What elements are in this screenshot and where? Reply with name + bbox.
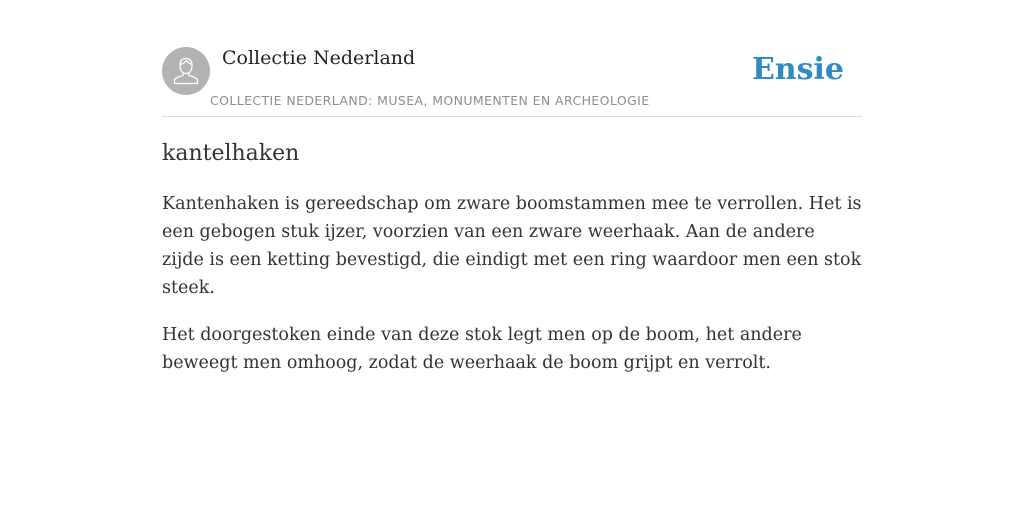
entry-paragraph: Kantenhaken is gereedschap om zware boomstammen mee te verrollen. Het is een gebogen stuk ijzer, voorzien van een zware weerhaak. Aan de andere zijde is een ketting bevestigd, die eindigt met een ring waardoor men een stok steek. <box>162 194 862 298</box>
page-title: kantelhaken <box>162 141 300 166</box>
entry-paragraph: Het doorgestoken einde van deze stok legt men op de boom, het andere beweegt men omhoog, zodat de weerhaak de boom grijpt en verrolt. <box>162 325 802 373</box>
author-name[interactable]: Collectie Nederland <box>222 47 416 69</box>
user-icon <box>162 47 210 95</box>
ensie-logo[interactable]: Ensie <box>751 52 844 87</box>
author-subtitle: COLLECTIE NEDERLAND: MUSEA, MONUMENTEN EN ARCHEOLOGIE <box>210 93 650 108</box>
entry-content <box>162 138 862 377</box>
entry-header <box>162 46 862 117</box>
avatar[interactable] <box>162 47 210 95</box>
